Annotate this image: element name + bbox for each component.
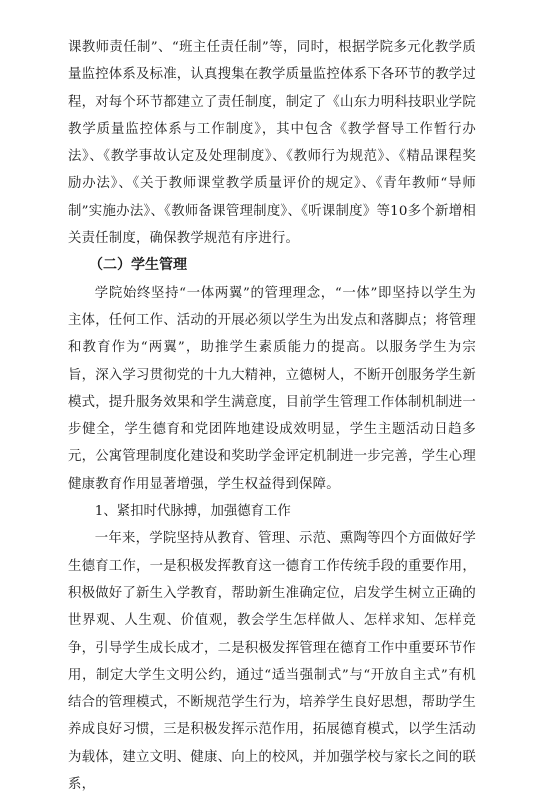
section-heading-student-management: （二）学生管理: [89, 257, 187, 274]
subsection-heading-moral-education: 1、紧扣时代脉搏，加强德育工作: [94, 504, 291, 520]
body-paragraph-management-philosophy: 学院始终坚持“一体两翼”的管理理念，“一体”即坚持以学生为主体，任何工作、活动的开展必须以学生为出发点和落脚点；将管理和教育作为“两翼”，助推学生素质能力的提高。以服务学生为宗旨，深入学习贯彻党的十九大精神，立德树人，不断开创服务学生新模式，提升服务效果和学生满意度，目前学生管理工作体制机制进一步健全，学生德育和党团阵地建设成效明显，学生主题活动日趋多元，公寓管理制度化建设和奖助学金评定机制进一步完善，学生心理健康教育作用显著增强，学生权益得到保障。: [68, 285, 476, 492]
body-paragraph-moral-education: 一年来，学院坚持从教育、管理、示范、熏陶等四个方面做好学生德育工作，一是积极发挥教育这一德育工作传统手段的重要作用，积极做好了新生入学教育，帮助新生准确定位，启发学生树立正确的世界观、人生观、价值观，教会学生怎样做人、怎样求知、怎样竞争，引导学生成长成才，二是积极发挥管理在德育工作中重要环节作用，制定大学生文明公约，通过“适当强制式”与“开放自主式”有机结合的管理模式，不断规范学生行为，培养学生良好思想，帮助学生养成良好习惯，三是积极发挥示范作用，拓展德育模式，以学生活动为载体，建立文明、健康、向上的校风，并加强学校与家长之间的联系，: [68, 531, 476, 793]
document-page: [68, 34, 476, 798]
body-paragraph-responsibility-system: 课教师责任制”、“班主任责任制”等，同时，根据学院多元化教学质量监控体系及标准，认真搜集在教学质量监控体系下各环节的教学过程，对每个环节都建立了责任制度，制定了《山东力明科技职业学院教学质量监控体系与工作制度》，其中包含《教学督导工作暂行办法》、《教学事故认定及处理制度》、《教师行为规范》、《精品课程奖励办法》、《关于教师课堂教学质量评价的规定》、《青年教师“导师制”实施办法》、《教师备课管理制度》、《听课制度》等10多个新增相关责任制度，确保教学规范有序进行。: [68, 40, 476, 247]
